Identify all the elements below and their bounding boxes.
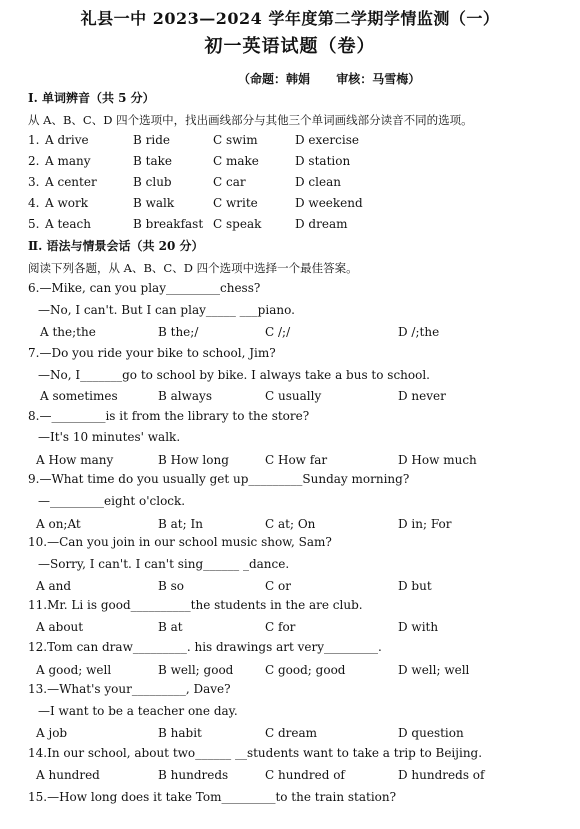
q9-option-b: B at; In (158, 517, 203, 531)
q6-option-d: D /;the (398, 325, 440, 339)
q8-option-c: C How far (265, 453, 328, 467)
exam-title: 礼县一中 2023—2024 学年度第二学期学情监测（一） (80, 9, 500, 28)
q1-number: 1. (28, 133, 40, 147)
q12-option-c: C good; good (265, 663, 346, 677)
q7-option-b: B always (158, 389, 212, 403)
q11-option-c: C for (265, 620, 296, 634)
q9-option-a: A on;At (36, 517, 81, 531)
q13-option-d: D question (398, 726, 464, 740)
q4-option-a: A work (45, 196, 88, 210)
q7-reply: —No, I_______go to school by bike. I always take a bus to school. (38, 368, 430, 382)
q7-stem: 7.—Do you ride your bike to school, Jim? (28, 346, 276, 360)
q2-option-b: B take (133, 154, 172, 168)
q6-option-a: A the;the (40, 325, 96, 339)
q10-stem: 10.—Can you join in our school music show, Sam? (28, 535, 332, 549)
section2-instruction: 阅读下列各题，从 A、B、C、D 四个选项中选择一个最佳答案。 (28, 261, 358, 275)
q9-stem: 9.—What time do you usually get up_________Sunday morning? (28, 472, 410, 486)
q3-option-d: D clean (295, 175, 341, 189)
q6-option-c: C /;/ (265, 325, 291, 339)
q11-option-a: A about (36, 620, 84, 634)
q10-option-b: B so (158, 579, 185, 593)
q5-option-b: B breakfast (133, 217, 204, 231)
q7-option-c: C usually (265, 389, 322, 403)
q3-number: 3. (28, 175, 40, 189)
setter: （命题：韩娟 (238, 72, 311, 86)
q4-option-b: B walk (133, 196, 175, 210)
q9-option-c: C at; On (265, 517, 316, 531)
q8-option-b: B How long (158, 453, 229, 467)
author-line (238, 70, 442, 87)
q10-option-c: C or (265, 579, 291, 593)
q1-option-d: D exercise (295, 133, 359, 147)
q4-option-d: D weekend (295, 196, 363, 210)
q1-option-a: A drive (45, 133, 89, 147)
q6-option-b: B the;/ (158, 325, 199, 339)
q8-stem: 8.—_________is it from the library to the store? (28, 409, 310, 423)
q3-option-b: B club (133, 175, 172, 189)
q5-option-d: D dream (295, 217, 348, 231)
q1-option-b: B ride (133, 133, 170, 147)
q12-option-d: D well; well (398, 663, 470, 677)
reviewer: 审核：马雪梅） (336, 72, 421, 86)
q11-stem: 11.Mr. Li is good__________the students in the are club. (28, 598, 363, 612)
q5-number: 5. (28, 217, 40, 231)
section1-instruction: 从 A、B、C、D 四个选项中，找出画线部分与其他三个单词画线部分读音不同的选项。 (28, 113, 473, 127)
q4-number: 4. (28, 196, 40, 210)
q2-option-c: C make (213, 154, 259, 168)
q6-reply: —No, I can't. But I can play_____ ___piano. (38, 303, 295, 317)
q8-reply: —It's 10 minutes' walk. (38, 430, 181, 444)
q7-option-d: D never (398, 389, 446, 403)
q12-stem: 12.Tom can draw_________. his drawings art very_________. (28, 640, 382, 654)
q10-reply: —Sorry, I can't. I can't sing______ _dance. (38, 557, 290, 571)
q3-option-a: A center (45, 175, 97, 189)
q14-stem: 14.In our school, about two______ __students want to take a trip to Beijing. (28, 746, 483, 760)
q13-reply: —I want to be a teacher one day. (38, 704, 238, 718)
exam-subtitle: 初一英语试题（卷） (204, 36, 376, 57)
q13-option-a: A job (36, 726, 68, 740)
q9-reply: —_________eight o'clock. (38, 494, 186, 508)
q10-option-d: D but (398, 579, 432, 593)
section1-heading: Ⅰ. 单词辨音（共 5 分） (28, 91, 155, 105)
q12-option-a: A good; well (36, 663, 112, 677)
q11-option-d: D with (398, 620, 439, 634)
q8-option-d: D How much (398, 453, 477, 467)
q5-option-a: A teach (45, 217, 92, 231)
q14-option-b: B hundreds (158, 768, 229, 782)
q11-option-b: B at (158, 620, 183, 634)
q6-stem: 6.—Mike, can you play_________chess? (28, 281, 261, 295)
q5-option-c: C speak (213, 217, 262, 231)
q13-stem: 13.—What's your_________, Dave? (28, 682, 231, 696)
q1-option-c: C swim (213, 133, 258, 147)
section2-heading: Ⅱ. 语法与情景会话（共 20 分） (28, 239, 204, 253)
q14-option-a: A hundred (36, 768, 100, 782)
q14-option-d: D hundreds of (398, 768, 485, 782)
q9-option-d: D in; For (398, 517, 452, 531)
q3-option-c: C car (213, 175, 246, 189)
q12-option-b: B well; good (158, 663, 234, 677)
q2-option-d: D station (295, 154, 351, 168)
q10-option-a: A and (36, 579, 72, 593)
q13-option-b: B habit (158, 726, 202, 740)
q4-option-c: C write (213, 196, 258, 210)
q7-option-a: A sometimes (40, 389, 118, 403)
q2-number: 2. (28, 154, 40, 168)
q13-option-c: C dream (265, 726, 318, 740)
q8-option-a: A How many (36, 453, 114, 467)
q15-stem: 15.—How long does it take Tom_________to the train station? (28, 790, 397, 804)
q14-option-c: C hundred of (265, 768, 345, 782)
q2-option-a: A many (45, 154, 91, 168)
